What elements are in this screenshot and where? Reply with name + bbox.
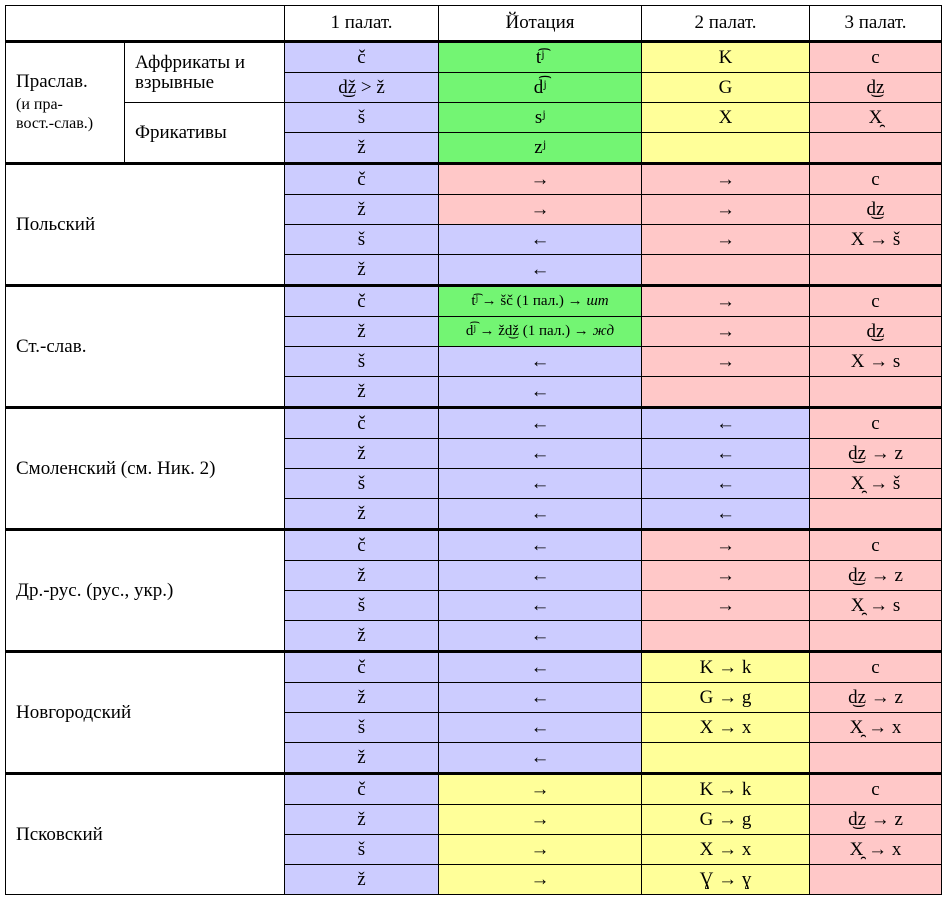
table-cell: ž <box>285 683 439 713</box>
table-cell: c <box>810 774 942 805</box>
table-cell: ← <box>439 621 642 652</box>
table-cell: c <box>810 164 942 195</box>
table-cell <box>810 865 942 895</box>
table-cell: ← <box>439 743 642 774</box>
oldslav-iot-cell-2 <box>439 317 642 347</box>
header-col-2: Йотация <box>439 6 642 42</box>
oldslav-label: Ст.-слав. <box>6 286 285 408</box>
table-cell: Ɣ → ɣ <box>642 865 810 895</box>
table-cell: ž <box>285 255 439 286</box>
table-cell: K <box>642 42 810 73</box>
table-cell <box>810 255 942 286</box>
table-cell: K → k <box>642 774 810 805</box>
table-cell: ← <box>439 377 642 408</box>
oldslav-row-1 <box>6 286 942 317</box>
praslav-label-main: Праслав. <box>16 70 88 92</box>
smolensk-row-1 <box>6 408 942 439</box>
table-cell <box>642 133 810 164</box>
table-cell: ← <box>439 561 642 591</box>
table-cell: d͜ž > ž <box>285 73 439 103</box>
table-cell: č <box>285 42 439 73</box>
header-col-4: 3 палат. <box>810 6 942 42</box>
table-cell: š <box>285 835 439 865</box>
table-cell: ž <box>285 499 439 530</box>
praslav-label-sub: (и пра- вост.-слав.) <box>16 95 94 132</box>
table-cell: š <box>285 103 439 133</box>
table-cell: → <box>439 865 642 895</box>
table-cell: š <box>285 713 439 743</box>
table-cell: d͜z → z <box>810 439 942 469</box>
table-cell: ← <box>642 499 810 530</box>
table-cell: ž <box>285 133 439 164</box>
table-cell: ž <box>285 317 439 347</box>
table-cell: sʲ <box>439 103 642 133</box>
table-cell: ← <box>439 713 642 743</box>
oldslav-iot-cell-1 <box>439 286 642 317</box>
header-col-3: 2 палат. <box>642 6 810 42</box>
table-cell <box>642 255 810 286</box>
table-cell: ← <box>439 591 642 621</box>
table-cell: č <box>285 286 439 317</box>
table-cell <box>810 499 942 530</box>
table-cell: → <box>642 195 810 225</box>
table-cell: ž <box>285 743 439 774</box>
oldslav-iot-text-1: t͡ʲ → šč (1 пал.) → <box>471 292 587 309</box>
table-cell: š <box>285 347 439 377</box>
praslav-label <box>6 42 125 164</box>
table-cell: zʲ <box>439 133 642 164</box>
table-cell: d͜z → z <box>810 561 942 591</box>
table-cell: ž <box>285 621 439 652</box>
table-cell: X → š <box>810 225 942 255</box>
table-cell: ← <box>642 469 810 499</box>
table-cell: → <box>642 530 810 561</box>
table-cell: č <box>285 408 439 439</box>
oldslav-iot-text-2: d͡ʲ → žd͜ž (1 пал.) → <box>465 322 593 339</box>
header-row <box>6 6 942 42</box>
table-cell: X̯ → s <box>810 591 942 621</box>
table-cell: → <box>439 164 642 195</box>
table-cell: → <box>642 561 810 591</box>
table-cell: → <box>439 195 642 225</box>
table-cell: X̯ <box>810 103 942 133</box>
table-cell: ← <box>439 439 642 469</box>
table-cell: č <box>285 774 439 805</box>
table-cell: X → x <box>642 835 810 865</box>
table-cell: d͜z <box>810 195 942 225</box>
table-cell: ← <box>642 439 810 469</box>
table-cell: d͜z <box>810 73 942 103</box>
table-cell: c <box>810 530 942 561</box>
table-cell: ← <box>439 469 642 499</box>
table-cell: ← <box>439 225 642 255</box>
table-cell: d͜z <box>810 317 942 347</box>
pskov-label: Псковский <box>6 774 285 895</box>
table-cell: ← <box>439 499 642 530</box>
table-cell: ž <box>285 561 439 591</box>
table-cell: d͜z → z <box>810 805 942 835</box>
table-cell: č <box>285 164 439 195</box>
table-cell <box>642 377 810 408</box>
header-empty-cell <box>6 6 285 42</box>
polish-label: Польский <box>6 164 285 286</box>
table-cell: d͜z → z <box>810 683 942 713</box>
table-cell: X̯ → x <box>810 835 942 865</box>
table-cell: c <box>810 42 942 73</box>
pskov-row-1 <box>6 774 942 805</box>
table-cell <box>642 621 810 652</box>
table-cell: c <box>810 652 942 683</box>
novgorod-row-1 <box>6 652 942 683</box>
table-cell: → <box>439 805 642 835</box>
table-cell: ž <box>285 805 439 835</box>
table-cell: ← <box>439 683 642 713</box>
praslav-sub-fricatives: Фрикативы <box>125 103 285 164</box>
smolensk-label: Смоленский (см. Ник. 2) <box>6 408 285 530</box>
table-cell: X <box>642 103 810 133</box>
table-cell: c <box>810 286 942 317</box>
table-cell: ← <box>642 408 810 439</box>
table-cell: č <box>285 530 439 561</box>
table-cell <box>810 377 942 408</box>
oldrus-row-1 <box>6 530 942 561</box>
table-cell: G → g <box>642 683 810 713</box>
oldslav-iot-italic-1: шт <box>586 292 609 309</box>
praslav-row-1 <box>6 42 942 73</box>
table-cell: ž <box>285 865 439 895</box>
table-cell: ← <box>439 255 642 286</box>
table-cell: → <box>642 347 810 377</box>
table-cell: š <box>285 225 439 255</box>
table-cell: t͡ʲ <box>439 42 642 73</box>
table-cell: G → g <box>642 805 810 835</box>
table-cell: ž <box>285 377 439 408</box>
table-cell: ← <box>439 530 642 561</box>
table-cell: ← <box>439 652 642 683</box>
praslav-row-3 <box>6 103 942 133</box>
table-cell: → <box>642 317 810 347</box>
polish-row-1 <box>6 164 942 195</box>
table-cell <box>810 621 942 652</box>
table-cell <box>810 743 942 774</box>
table-cell: č <box>285 652 439 683</box>
table-cell: d͡ʲ <box>439 73 642 103</box>
table-cell: š <box>285 591 439 621</box>
table-cell: X → x <box>642 713 810 743</box>
table-cell: → <box>642 591 810 621</box>
table-cell <box>810 133 942 164</box>
table-cell: š <box>285 469 439 499</box>
table-cell: ← <box>439 408 642 439</box>
table-cell: → <box>439 835 642 865</box>
table-cell: G <box>642 73 810 103</box>
table-cell: ← <box>439 347 642 377</box>
table-cell: X̯ → š <box>810 469 942 499</box>
palatalization-table <box>5 5 942 895</box>
table-cell: X̯ → x <box>810 713 942 743</box>
table-cell: → <box>439 774 642 805</box>
table-cell: → <box>642 286 810 317</box>
table-cell: K → k <box>642 652 810 683</box>
praslav-sub-affricates: Аффрикаты и взрывные <box>125 42 285 103</box>
table-cell: → <box>642 225 810 255</box>
oldrus-label: Др.-рус. (рус., укр.) <box>6 530 285 652</box>
table-cell: c <box>810 408 942 439</box>
oldslav-iot-italic-2: жд <box>592 322 615 339</box>
table-cell: → <box>642 164 810 195</box>
table-cell: ž <box>285 439 439 469</box>
table-cell <box>642 743 810 774</box>
table-cell: ž <box>285 195 439 225</box>
header-col-1: 1 палат. <box>285 6 439 42</box>
novgorod-label: Новгородский <box>6 652 285 774</box>
table-cell: X → s <box>810 347 942 377</box>
